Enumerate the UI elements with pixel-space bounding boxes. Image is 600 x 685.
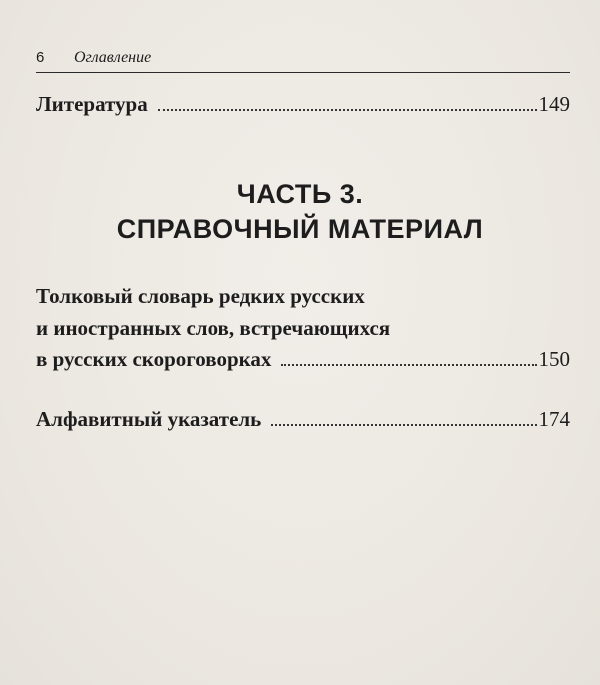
part-heading-line2: СПРАВОЧНЫЙ МАТЕРИАЛ: [116, 214, 484, 244]
toc-entry-dictionary-line2: и иностранных слов, встречающихся: [36, 316, 391, 340]
toc-entry-title: Литература: [36, 92, 148, 116]
toc-entry-page: 174: [538, 407, 570, 431]
toc-entry-dictionary: [36, 345, 570, 373]
dot-leader: [158, 108, 537, 111]
toc-entry-literature: [36, 90, 570, 118]
page-header: [36, 46, 570, 73]
toc-entry-title: в русских скороговорках: [36, 347, 272, 371]
toc-entry-index: [36, 405, 570, 433]
toc-entry-page: 150: [538, 347, 570, 371]
dot-leader: [281, 363, 536, 366]
part-heading-line1: ЧАСТЬ 3.: [236, 179, 364, 209]
running-title: Оглавление: [74, 49, 152, 66]
toc-entry-page: 149: [538, 92, 570, 116]
toc-entry-title: Алфавитный указатель: [36, 407, 262, 431]
toc-entry-dictionary-line1: Толковый словарь редких русских: [36, 284, 365, 308]
page-number: 6: [36, 49, 45, 66]
dot-leader: [271, 423, 536, 426]
